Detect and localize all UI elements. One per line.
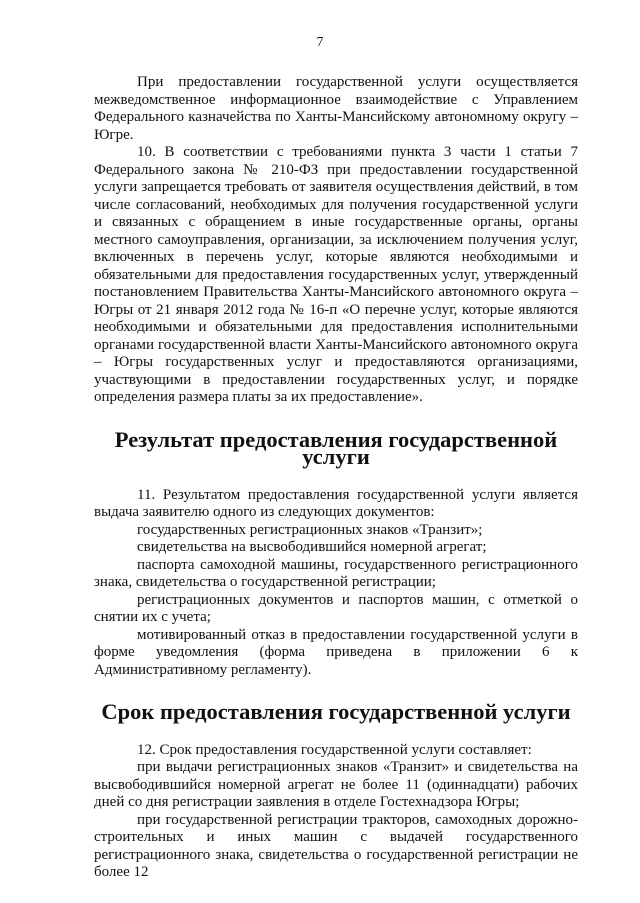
document-body <box>94 74 578 882</box>
paragraph-10: 10. В соответствии с требованиями пункта 3 части 1 статьи 7 Федерального закона № 210-ФЗ при предоставлении государственной услуги запрещается требовать от заявителя осуществления действий, в том числе согласований, необходимых для получения государственной услуги и связанных с обращением в иные государственные органы, органы местного самоуправления, организации, за исключением получения услуг, включенных в перечень услуг, которые являются необходимыми и обязательными для предоставления государственных услуг, утвержденный постановлением Правительства Ханты-Мансийского автономного округа – Югры от 21 января 2012 года № 16-п «О перечне услуг, которые являются необходимыми и обязательными для предоставления исполнительными органами государственной власти Ханты-Мансийского автономного округа – Югры государственных услуг и предоставляются организациями, участвующими в предоставлении государственных услуг, и порядке определения размера платы за их предоставление». <box>94 144 578 405</box>
term-item-transit: при выдачи регистрационных знаков «Транзит» и свидетельства на высвободившийся номерной агрегат не более 11 (одиннадцати) рабочих дней со дня регистрации заявления в отделе Гостехнадзора Югры; <box>94 759 578 810</box>
list-item-transit-plates: государственных регистрационных знаков «Транзит»; <box>137 521 483 538</box>
page-number: 7 <box>316 35 324 50</box>
paragraph-interaction: При предоставлении государственной услуги осуществляется межведомственное информационное взаимодействие с Управлением Федерального казначейства по Ханты-Мансийскому автономному округу – Югре. <box>94 74 578 143</box>
section-heading-term: Срок предоставления государственной услуги <box>101 699 571 724</box>
list-item-unit-certificate: свидетельства на высвободившийся номерной агрегат; <box>137 539 487 555</box>
term-item-registration: при государственной регистрации тракторов, самоходных дорожно-строительных и иных машин с выдачей государственного регистрационного знака, свидетельства о государственной регистрации не более 12 <box>94 811 578 880</box>
list-item-refusal: мотивированный отказ в предоставлении государственной услуги в форме уведомления (форма приведена в приложении 6 к Административному регламенту). <box>94 626 578 678</box>
list-item-deregistration: регистрационных документов и паспортов машин, с отметкой о снятии их с учета; <box>94 591 578 625</box>
section-heading-result: Результат предоставления государственной услуги <box>114 426 558 469</box>
list-item-machine-passport: паспорта самоходной машины, государственного регистрационного знака, свидетельства о государственной регистрации; <box>94 556 578 590</box>
paragraph-11: 11. Результатом предоставления государственной услуги является выдача заявителю одного из следующих документов: <box>94 486 578 520</box>
paragraph-12: 12. Срок предоставления государственной услуги составляет: <box>137 741 532 758</box>
